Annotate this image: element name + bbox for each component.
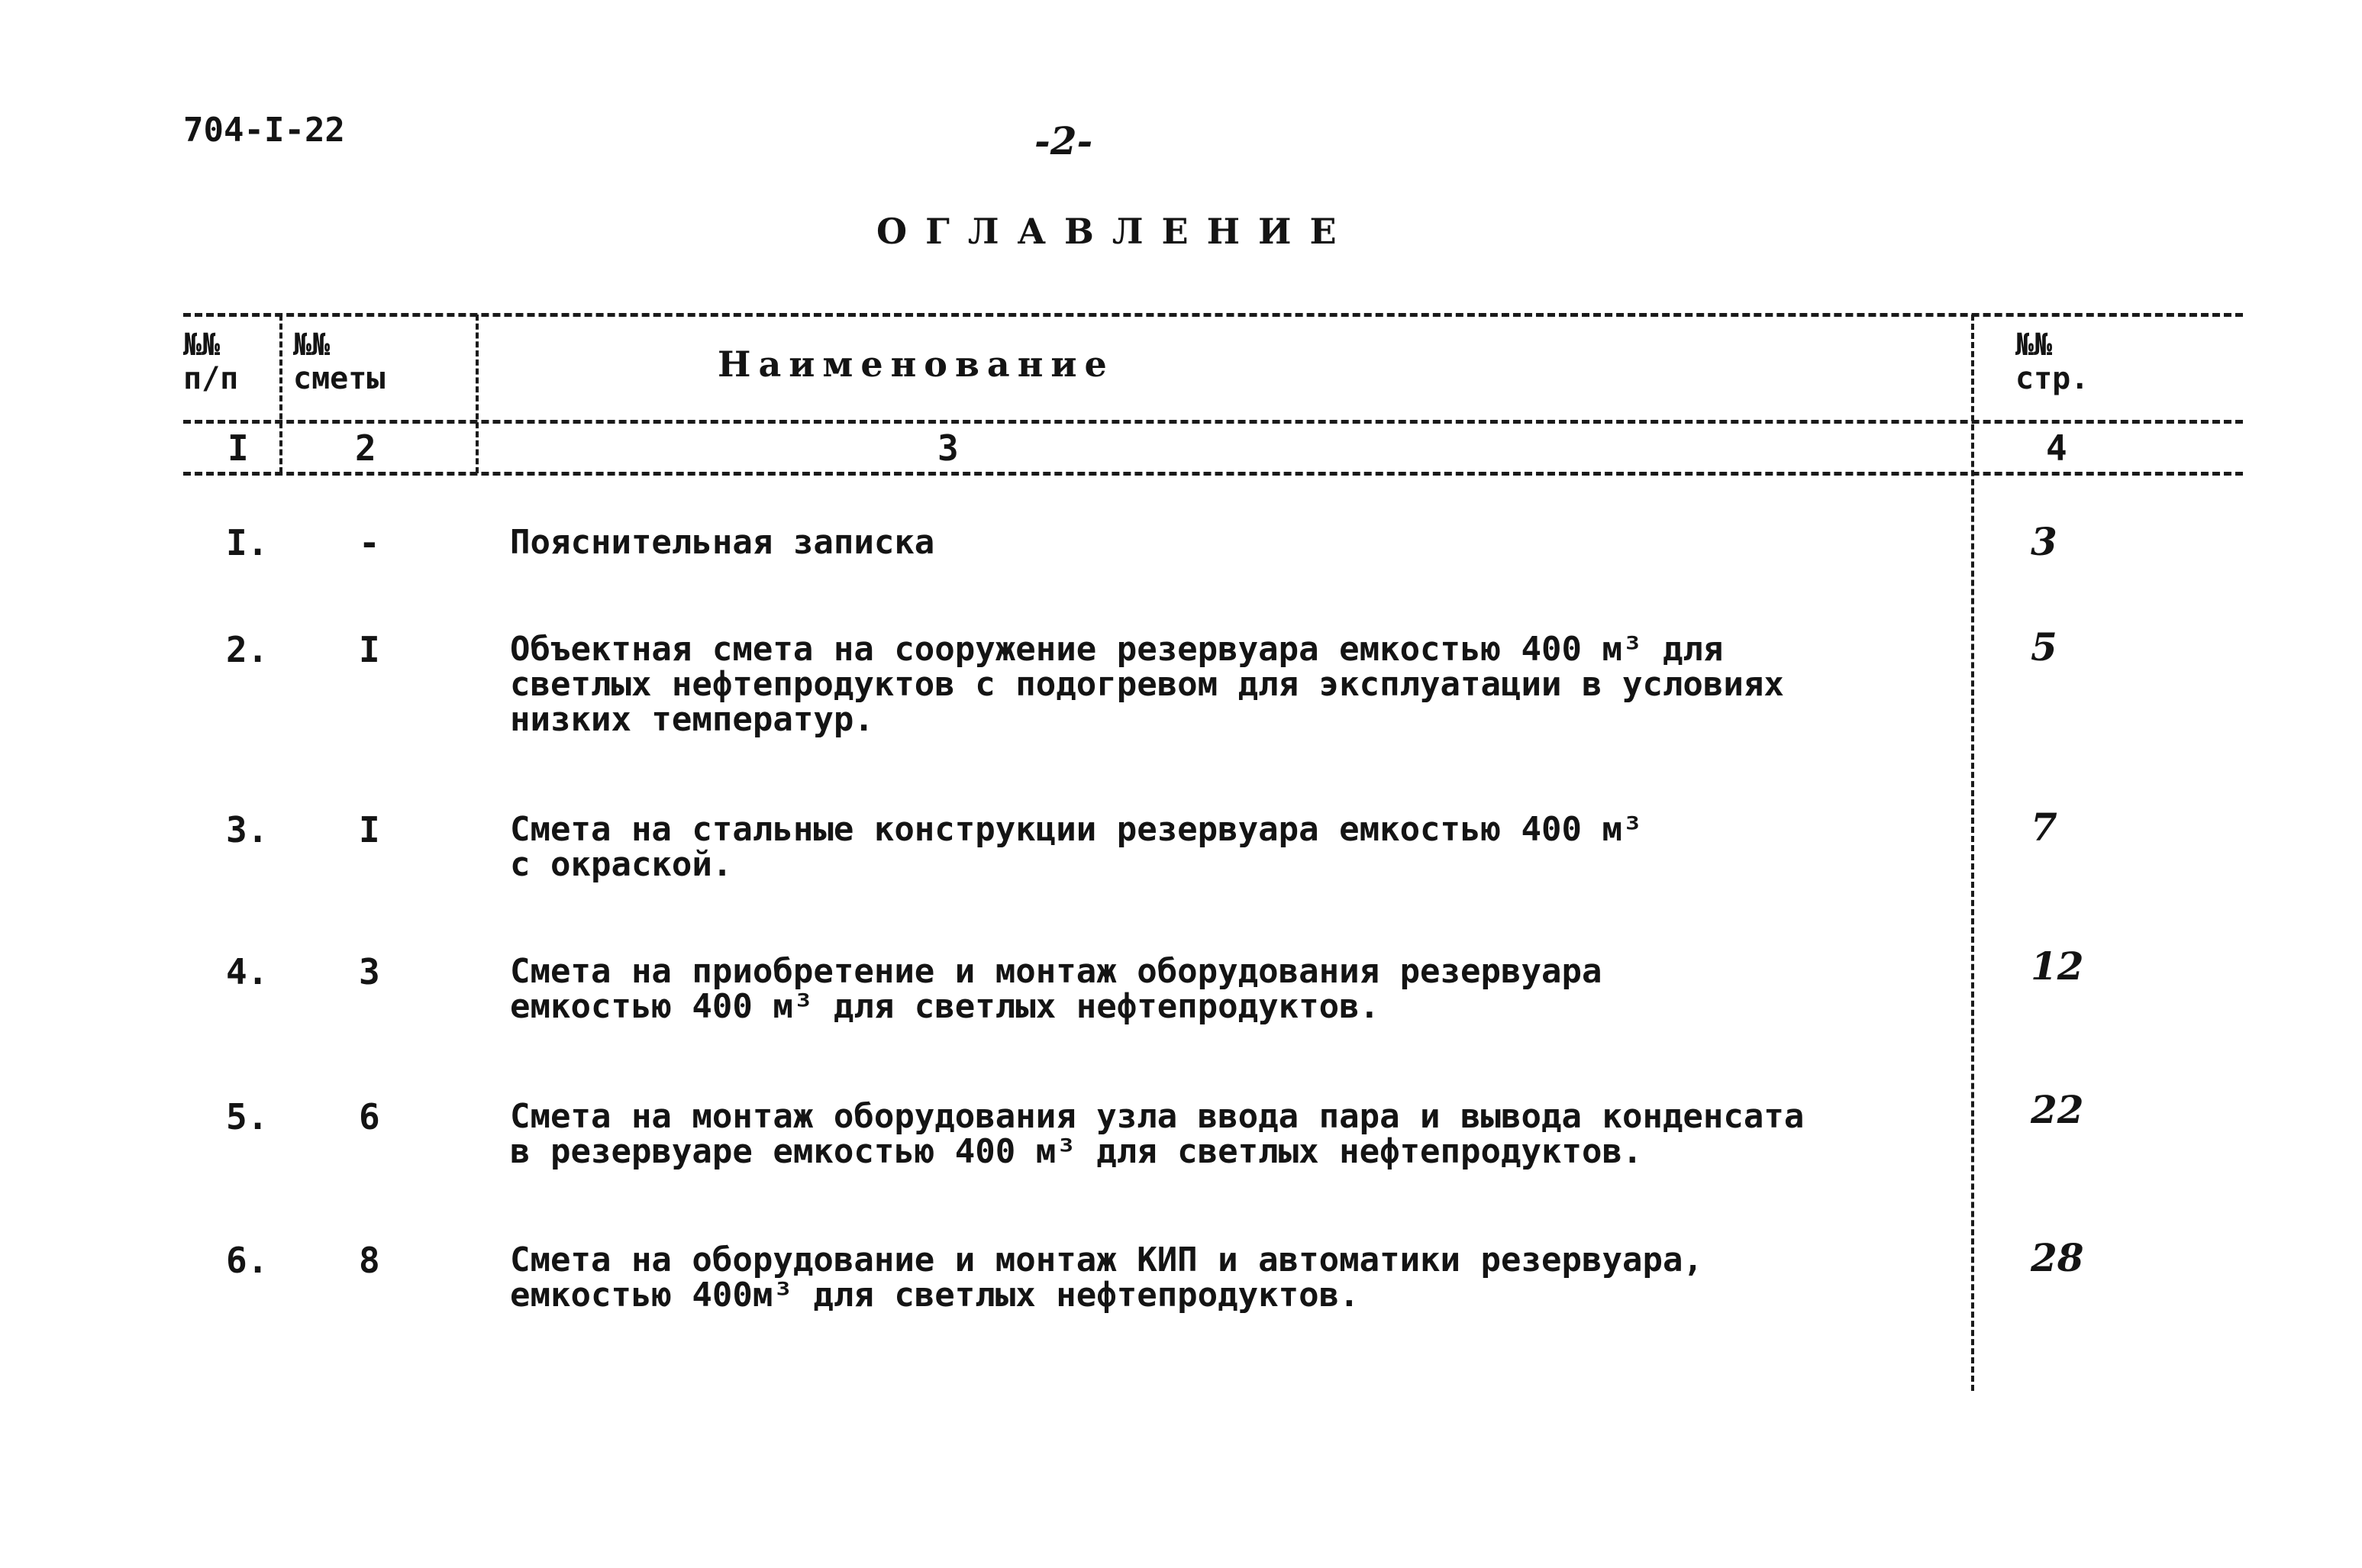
row-smeta-number: I [359,809,380,850]
header-col-smeta: №№ сметы [293,327,386,396]
row-name: Смета на приобретение и монтаж оборудования резервуара емкостью 400 м³ для светлых нефтепродуктов. [510,952,1602,1026]
row-number: 6. [226,1240,269,1281]
row-page: 5 [2031,624,2057,669]
row-number: 3. [226,809,269,850]
row-name: Пояснительная записка [510,523,935,562]
row-page: 7 [2031,805,2057,850]
column-divider-1 [279,315,282,473]
row-number: 5. [226,1096,269,1137]
column-divider-2 [476,315,479,473]
header-middle-rule [183,420,2243,424]
page-number: -2- [1034,118,1093,163]
column-number-1: I [227,427,249,469]
row-smeta-number: 6 [359,1096,380,1137]
row-page: 3 [2031,519,2057,564]
row-page: 28 [2031,1235,2084,1280]
header-top-rule [183,313,2243,317]
page-title: ОГЛАВЛЕНИЕ [876,211,1355,252]
column-number-3: 3 [937,427,959,469]
row-smeta-number: 8 [359,1240,380,1281]
header-bottom-rule [183,472,2243,476]
row-number: 4. [226,951,269,992]
row-name: Объектная смета на сооружение резервуара емкостью 400 м³ для светлых нефтепродуктов с подогревом для эксплуатации в условиях низких температур. [510,630,1784,739]
row-smeta-number: 3 [359,951,380,992]
header-col-num: №№ п/п [183,327,239,396]
row-name: Смета на монтаж оборудования узла ввода пара и вывода конденсата в резервуаре емкостью 400 м³ для светлых нефтепродуктов. [510,1097,1805,1171]
column-number-2: 2 [355,427,376,469]
document-code: 704-I-22 [183,111,345,150]
column-number-4: 4 [2046,427,2067,469]
header-col-name: Наименование [718,344,1115,385]
row-smeta-number: I [359,629,380,670]
row-smeta-number: - [359,522,380,563]
row-number: I. [226,522,269,563]
row-page: 12 [2031,944,2084,989]
header-col-page: №№ стр. [2015,327,2089,396]
row-name: Смета на стальные конструкции резервуара емкостью 400 м³ с окраской. [510,810,1643,884]
row-number: 2. [226,629,269,670]
column-divider-3 [1971,315,1974,1391]
row-name: Смета на оборудование и монтаж КИП и автоматики резервуара, емкостью 400м³ для светлых нефтепродуктов. [510,1241,1703,1315]
row-page: 22 [2031,1087,2084,1132]
